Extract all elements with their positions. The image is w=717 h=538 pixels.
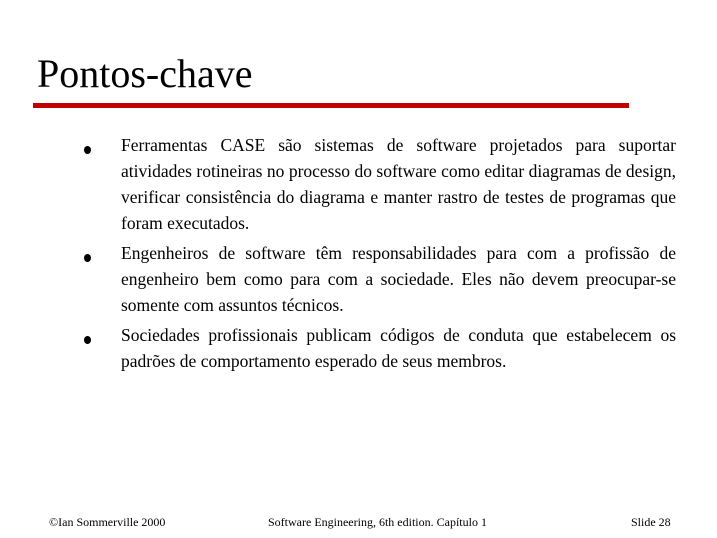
bullet-dot-icon bbox=[84, 254, 91, 262]
bullet-dot-icon bbox=[84, 146, 91, 154]
bullet-text: Engenheiros de software têm responsabilidades para com a profissão de engenheiro bem como para com a sociedade. Eles não devem preocupar-se somente com assuntos técnicos. bbox=[121, 243, 676, 315]
footer-slide-number: Slide 28 bbox=[631, 515, 671, 529]
footer-book-title: Software Engineering, 6th edition. Capítulo 1 bbox=[268, 515, 487, 529]
bullet-text: Ferramentas CASE são sistemas de software projetados para suportar atividades rotineiras no processo do software como editar diagramas de design, verificar consistência do diagrama e manter rastro de testes de programas que foram executados. bbox=[121, 135, 676, 233]
bullet-dot-icon bbox=[84, 336, 91, 344]
title-underline bbox=[33, 103, 629, 108]
bullet-text: Sociedades profissionais publicam códigos de conduta que estabelecem os padrões de comportamento esperado de seus membros. bbox=[121, 325, 676, 371]
footer-copyright: ©Ian Sommerville 2000 bbox=[49, 515, 166, 529]
slide-title: Pontos-chave bbox=[37, 51, 253, 96]
